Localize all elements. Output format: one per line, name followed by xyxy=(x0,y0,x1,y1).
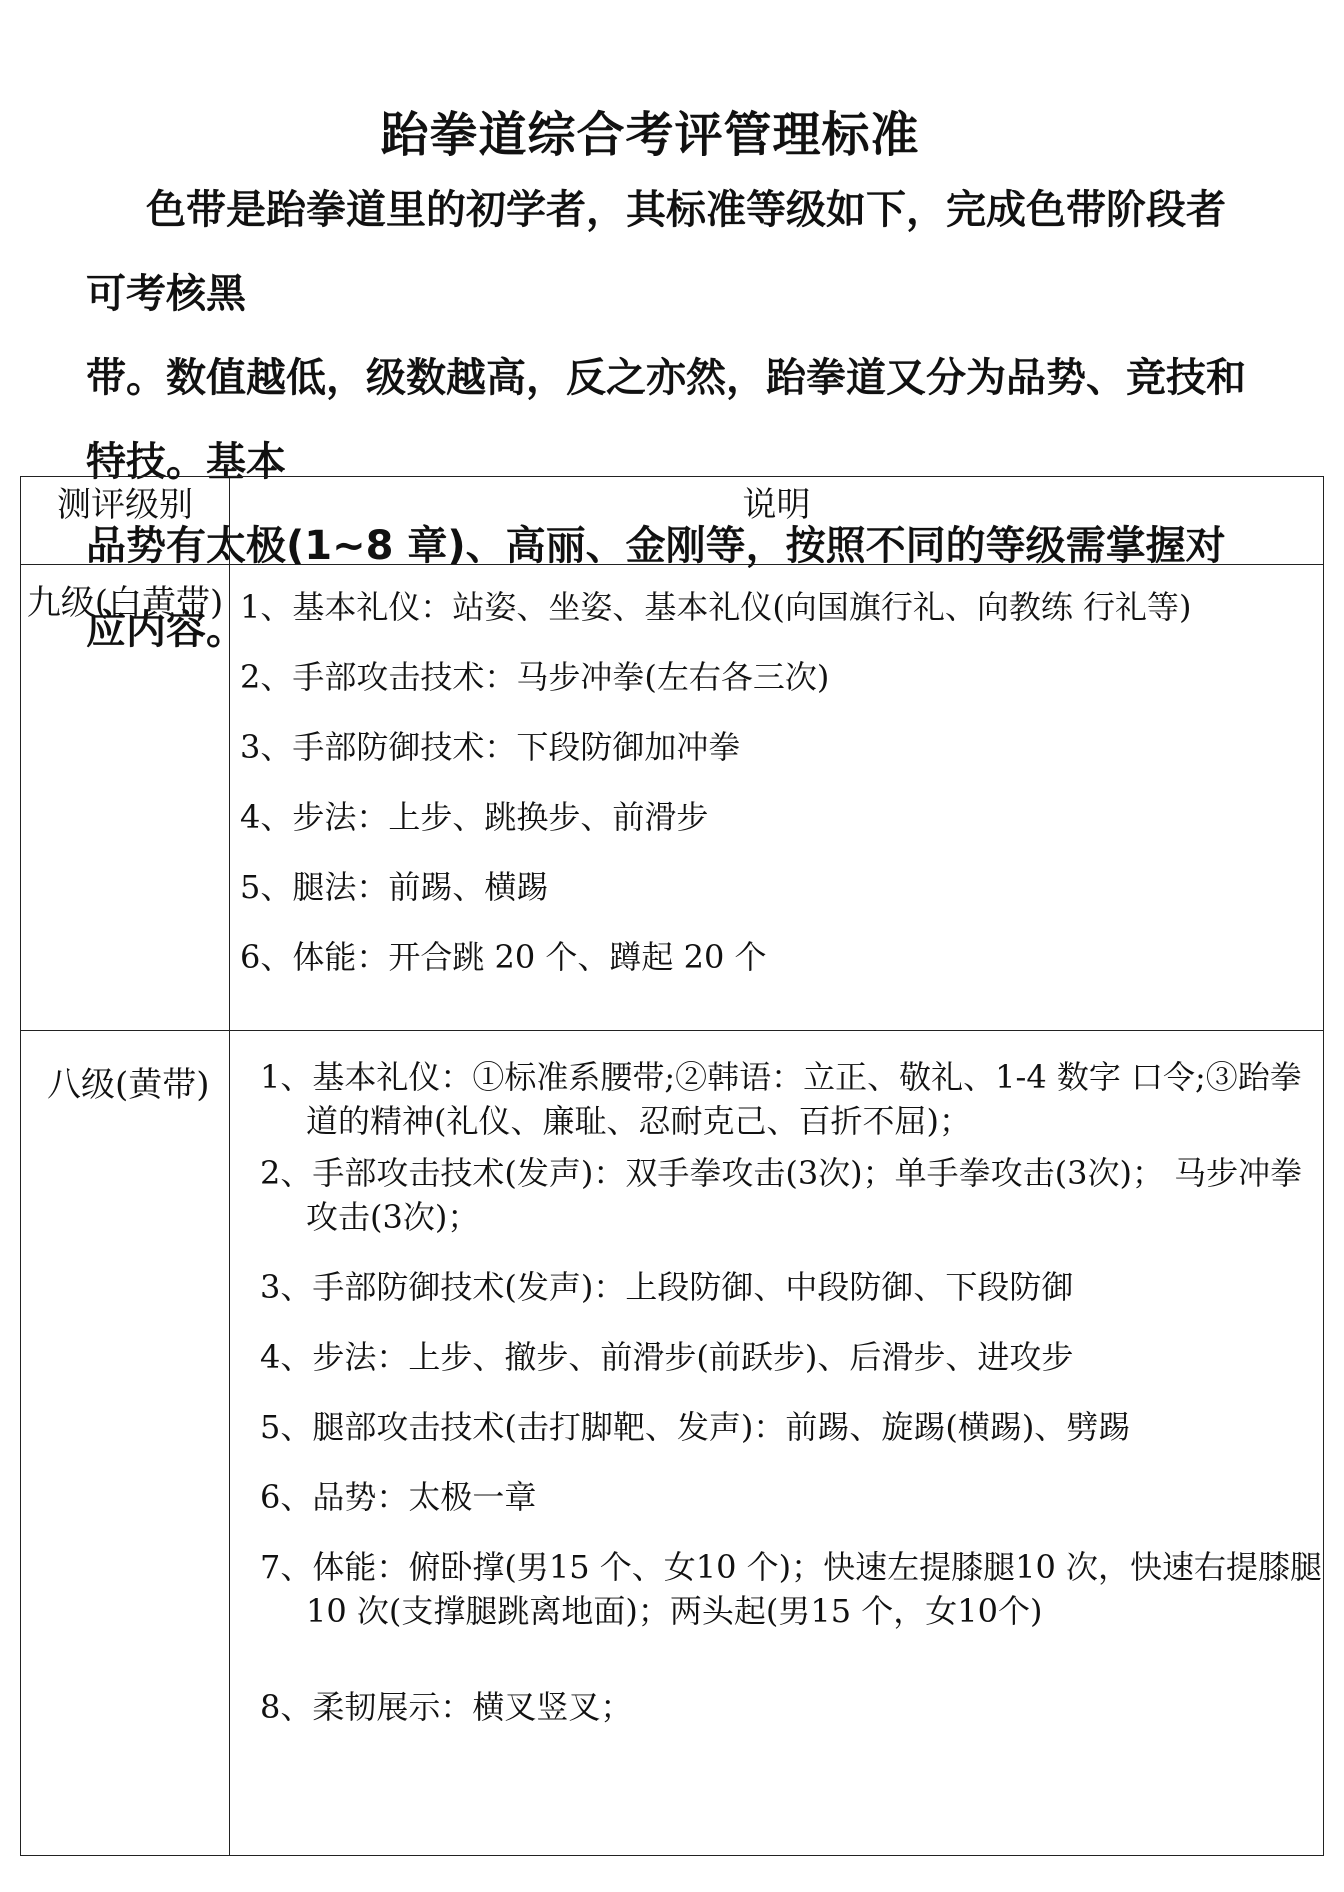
list-item: 2、手部攻击技术：马步冲拳(左右各三次) xyxy=(240,658,830,696)
list-item: 8、柔韧展示：横叉竖叉； xyxy=(260,1688,633,1726)
list-item: 3、手部防御技术(发声)：上段防御、中段防御、下段防御 xyxy=(260,1268,1074,1306)
header-level: 测评级别 xyxy=(21,477,230,565)
list-item: 6、品势：太极一章 xyxy=(260,1478,537,1516)
header-description: 说明 xyxy=(230,477,1324,565)
table-row xyxy=(21,1031,1324,1856)
list-item: 3、手部防御技术：下段防御加冲拳 xyxy=(240,728,741,766)
list-item: 5、腿部攻击技术(击打脚靶、发声)：前踢、旋踢(横踢)、劈踢 xyxy=(260,1408,1131,1446)
description-cell xyxy=(230,1031,1324,1856)
list-item: 5、腿法：前踢、横踢 xyxy=(240,868,549,906)
document-title: 跆拳道综合考评管理标准 xyxy=(380,107,920,163)
requirement-list xyxy=(230,565,1323,1007)
list-item: 1、基本礼仪：①标准系腰带;②韩语：立正、敬礼、1-4 数字 口令;③跆拳道的精神(礼仪、廉耻、忍耐克己、百折不屈)； xyxy=(260,1058,1302,1140)
grading-table xyxy=(20,476,1324,1856)
intro-paragraph: 色带是跆拳道里的初学者，其标准等级如下，完成色带阶段者可考核黑 带。数值越低，级数越高，反之亦然，跆拳道又分为品势、竞技和特技。基本 品势有太极(1~8 章)、高丽、金刚等，按照不同的等级需掌握对应内容。 xyxy=(86,187,1246,653)
requirement-list xyxy=(230,1031,1323,1729)
list-item: 4、步法：上步、撤步、前滑步(前跃步)、后滑步、进攻步 xyxy=(260,1338,1074,1376)
table-header-row xyxy=(21,477,1324,565)
description-cell xyxy=(230,565,1324,1031)
list-item: 1、基本礼仪：站姿、坐姿、基本礼仪(向国旗行礼、向教练 行礼等) xyxy=(240,588,1192,626)
level-cell: 九级(白黄带) xyxy=(21,565,230,1031)
list-item: 7、体能：俯卧撑(男15 个、女10 个)；快速左提膝腿10 次，快速右提膝腿10 次(支撑腿跳离地面)；两头起(男15 个，女10个) xyxy=(260,1548,1323,1630)
list-item: 4、步法：上步、跳换步、前滑步 xyxy=(240,798,709,836)
level-cell: 八级(黄带) xyxy=(21,1031,230,1856)
list-item: 2、手部攻击技术(发声)：双手拳攻击(3次)；单手拳攻击(3次)； 马步冲拳攻击(3次)； xyxy=(260,1154,1303,1236)
list-item: 6、体能：开合跳 20 个、蹲起 20 个 xyxy=(240,938,767,976)
table-row xyxy=(21,565,1324,1031)
